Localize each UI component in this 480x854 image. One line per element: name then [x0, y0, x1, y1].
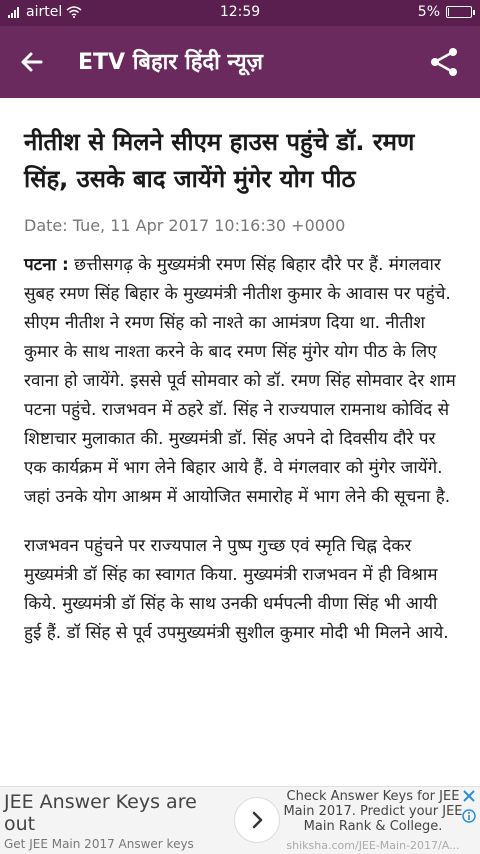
- app-title: ETV बिहार हिंदी न्यूज़: [78, 50, 264, 75]
- ad-open-button[interactable]: [234, 797, 280, 843]
- share-button[interactable]: [426, 44, 462, 80]
- status-time: 12:59: [219, 4, 261, 20]
- battery-icon: [446, 6, 472, 18]
- article-paragraph-2: राजभवन पहुंचने पर राज्यपाल ने पुष्प गुच्छ एवं स्मृति चिह्न देकर मुख्यमंत्री डॉ सिंह का स्वागत किया. मुख्यमंत्री राजभवन में ही विश्राम किये. मुख्यमंत्री डॉ सिंह के साथ उनकी धर्मपत्नी वीणा सिंह भी आयी हुई हैं. डॉ सिंह से पूर्व उपमुख्यमंत्री सुशील कुमार मोदी भी मिलने आये.: [24, 536, 449, 643]
- article-location: पटना :: [24, 255, 69, 275]
- ad-banner[interactable]: [0, 786, 480, 854]
- chevron-right-icon: [247, 810, 267, 830]
- status-bar: [0, 0, 480, 26]
- article-headline: नीतीश से मिलने सीएम हाउस पहुंचे डॉ. रमण सिंह, उसके बाद जायेंगे मुंगेर योग पीठ: [24, 128, 415, 193]
- back-button[interactable]: [14, 44, 50, 80]
- ad-info-icon[interactable]: [462, 809, 476, 823]
- share-icon: [426, 44, 462, 80]
- ad-side-text[interactable]: Check Answer Keys for JEE Main 2017. Predict your JEE Main Rank & College.: [283, 789, 463, 834]
- carrier-name: airtel: [26, 4, 63, 20]
- ad-subtext[interactable]: Get JEE Main 2017 Answer keys: [4, 837, 194, 851]
- battery-percent: 5%: [417, 4, 440, 20]
- ad-url[interactable]: shiksha.com/JEE-Main-2017/A...: [286, 839, 460, 852]
- article-date: Date: Tue, 11 Apr 2017 10:16:30 +0000: [24, 216, 346, 235]
- battery-info: [418, 4, 472, 20]
- article-paragraph-1: [24, 251, 460, 512]
- back-arrow-icon: [14, 44, 50, 80]
- battery-level: [448, 8, 449, 16]
- article-content: [24, 124, 460, 648]
- ad-headline[interactable]: JEE Answer Keys are out: [4, 791, 197, 835]
- article-paragraph-1-text: छत्तीसगढ़ के मुख्यमंत्री रमण सिंह बिहार दौरे पर हैं. मंगलवार सुबह रमण सिंह बिहार के मुख्यमंत्री नीतीश कुमार के आवास पर पहुंचे. सीएम नीतीश ने रमण सिंह को नाश्ते का आमंत्रण दिया था. नीतीश कुमार के साथ नाश्ता करने के बाद रमण सिंह मुंगेर योग पीठ के लिए रवाना हो जायेंगे. इससे पूर्व सोमवार को डॉ. रमण सिंह सोमवार देर शाम पटना पहुंचे. राजभवन में ठहरे डॉ. सिंह ने राज्यपाल रामनाथ कोविंद से शिष्टाचार मुलाकात की. मुख्यमंत्री डॉ. सिंह अपने दो दिवसीय दौरे पर एक कार्यक्रम में भाग लेने बिहार आये हैं. वे मंगलवार को मुंगेर जायेंगे. जहां उनके योग आश्रम में आयोजित समारोह में भाग लेने की सूचना है.: [24, 255, 456, 507]
- app-bar: [0, 26, 480, 98]
- ad-close-icon[interactable]: [462, 789, 476, 803]
